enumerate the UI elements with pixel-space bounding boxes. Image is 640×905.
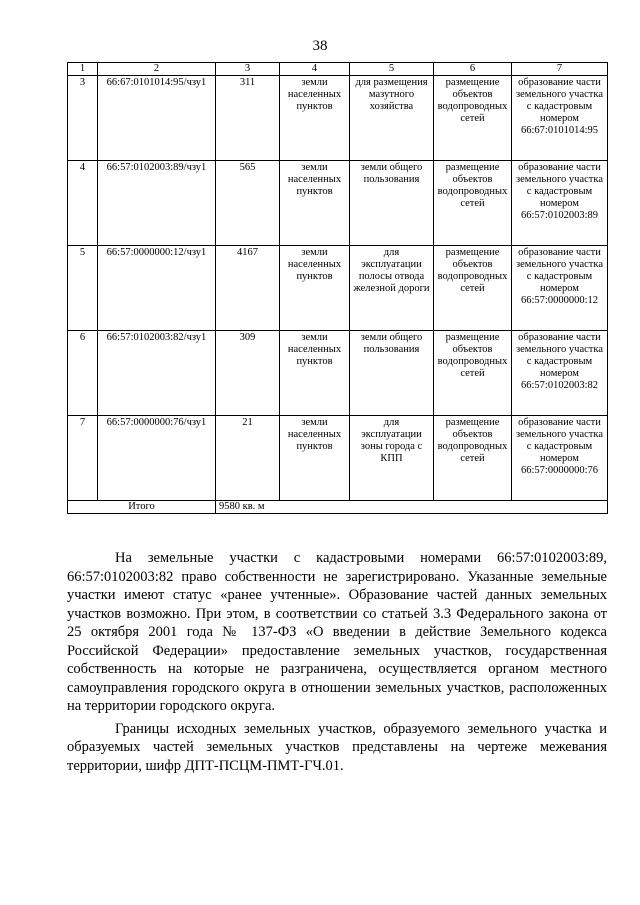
cadastral-number: 66:57:0000000:76/чзу1: [98, 416, 216, 501]
column-header: 7: [512, 63, 608, 76]
column-header: 2: [98, 63, 216, 76]
land-category: земли населенных пунктов: [280, 331, 350, 416]
purpose: размещение объектов водопроводных сетей: [434, 416, 512, 501]
cadastral-number: 66:57:0000000:12/чзу1: [98, 246, 216, 331]
table-row: [68, 161, 608, 246]
column-header: 6: [434, 63, 512, 76]
area-value: 309: [216, 331, 280, 416]
column-header: 5: [350, 63, 434, 76]
total-value: 9580 кв. м: [216, 501, 608, 514]
column-header: 4: [280, 63, 350, 76]
land-category: земли населенных пунктов: [280, 416, 350, 501]
purpose: размещение объектов водопроводных сетей: [434, 76, 512, 161]
row-number: 6: [68, 331, 98, 416]
permitted-use: для размещения мазутного хозяйства: [350, 76, 434, 161]
formation-method: образование части земельного участка с кадастровым номером 66:67:0101014:95: [512, 76, 608, 161]
formation-method: образование части земельного участка с кадастровым номером 66:57:0000000:76: [512, 416, 608, 501]
land-plots-table: [67, 62, 608, 514]
table-row: [68, 246, 608, 331]
area-value: 4167: [216, 246, 280, 331]
row-number: 7: [68, 416, 98, 501]
formation-method: образование части земельного участка с кадастровым номером 66:57:0102003:82: [512, 331, 608, 416]
permitted-use: земли общего пользования: [350, 331, 434, 416]
column-header: 1: [68, 63, 98, 76]
area-value: 565: [216, 161, 280, 246]
area-value: 311: [216, 76, 280, 161]
formation-method: образование части земельного участка с кадастровым номером 66:57:0102003:89: [512, 161, 608, 246]
cadastral-number: 66:67:0101014:95/чзу1: [98, 76, 216, 161]
purpose: размещение объектов водопроводных сетей: [434, 331, 512, 416]
formation-method: образование части земельного участка с кадастровым номером 66:57:0000000:12: [512, 246, 608, 331]
table-row: [68, 416, 608, 501]
paragraph: Границы исходных земельных участков, образуемого земельного участка и образуемых частей земельных участков представлены на чертеже межевания территории, шифр ДПТ-ПСЦМ-ПМТ-ГЧ.01.: [67, 720, 607, 774]
column-header: 3: [216, 63, 280, 76]
table-header-row: [68, 63, 608, 76]
purpose: размещение объектов водопроводных сетей: [434, 161, 512, 246]
permitted-use: земли общего пользования: [350, 161, 434, 246]
paragraph: На земельные участки с кадастровыми номерами 66:57:0102003:89, 66:57:0102003:82 право собственности не зарегистрировано. Указанные земельные участки имеют статус «ранее учтенные». Образование частей данных земельных участков возможно. При этом, в соответствии со статьей 3.3 Федерального закона от 25 октября 2001 года № 137-ФЗ «О введении в действие Земельного кодекса Российской Федерации» предоставление земельных участков, государственная собственность на которые не разграничена, осуществляется органом местного самоуправления городского округа в отношении земельных участков, расположенных на территории городского округа.: [67, 550, 607, 714]
body-text: [67, 549, 607, 779]
land-category: земли населенных пунктов: [280, 246, 350, 331]
area-value: 21: [216, 416, 280, 501]
land-category: земли населенных пунктов: [280, 161, 350, 246]
cadastral-number: 66:57:0102003:89/чзу1: [98, 161, 216, 246]
permitted-use: для эксплуатации полосы отвода железной дороги: [350, 246, 434, 331]
land-category: земли населенных пунктов: [280, 76, 350, 161]
table-total-row: [68, 501, 608, 514]
page-number: 38: [312, 38, 328, 54]
total-label: Итого: [68, 501, 216, 514]
purpose: размещение объектов водопроводных сетей: [434, 246, 512, 331]
table-row: [68, 331, 608, 416]
cadastral-number: 66:57:0102003:82/чзу1: [98, 331, 216, 416]
permitted-use: для эксплуатации зоны города с КПП: [350, 416, 434, 501]
row-number: 4: [68, 161, 98, 246]
row-number: 5: [68, 246, 98, 331]
row-number: 3: [68, 76, 98, 161]
table-row: [68, 76, 608, 161]
